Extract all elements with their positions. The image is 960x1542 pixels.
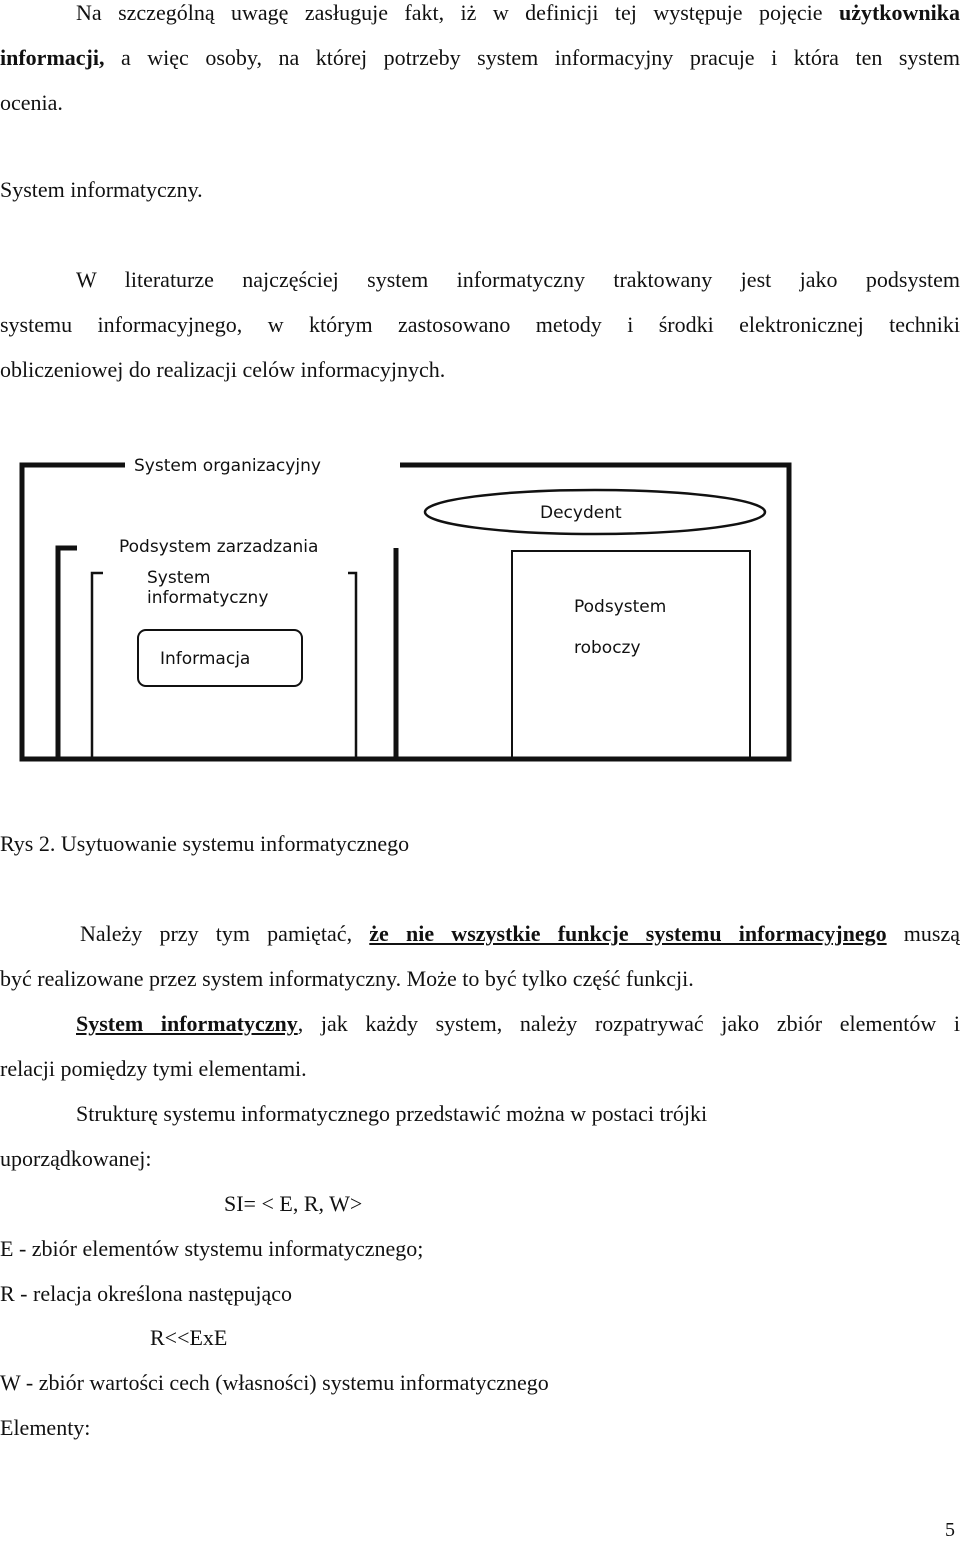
note-text-end: muszą xyxy=(886,921,960,946)
information-label: Informacja xyxy=(160,649,251,669)
intro-line-2 xyxy=(0,35,960,80)
formula-r: R<<ExE xyxy=(150,1325,228,1350)
definition-line-2: relacji pomiędzy tymi elementami. xyxy=(0,1056,307,1081)
intro-text-2: a więc osoby, na której potrzeby system informacyjny pracuje i która ten system xyxy=(104,45,960,70)
literature-line-2: systemu informacyjnego, w którym zastosowano metody i środki elektronicznej techniki xyxy=(0,312,960,337)
working-subsystem-label-line2: roboczy xyxy=(574,638,641,658)
it-system-label-line1: System xyxy=(147,568,211,588)
figure-caption: Rys 2. Usytuowanie systemu informatycznego xyxy=(0,831,410,856)
intro-bold-term: użytkownika xyxy=(838,0,960,25)
literature-line-1: W literaturze najczęściej system informatyczny traktowany jest jako podsystem xyxy=(76,267,960,292)
note-emphasis: że nie wszystkie funkcje systemu informacyjnego xyxy=(369,921,887,946)
outer-system-label: System organizacyjny xyxy=(134,456,321,476)
management-subsystem-label: Podsystem zarzadzania xyxy=(119,537,319,557)
intro-bold-term-cont: informacji, xyxy=(0,45,105,70)
section-heading: System informatyczny. xyxy=(0,177,203,202)
decision-maker-label: Decydent xyxy=(540,503,622,523)
definition-text: , jak każdy system, należy rozpatrywać jako zbiór elementów i xyxy=(297,1011,960,1036)
definition-w: W - zbiór wartości cech (własności) systemu informatycznego xyxy=(0,1370,549,1395)
note-line-2: być realizowane przez system informatyczny. Może to być tylko część funkcji. xyxy=(0,966,694,991)
intro-line-3: ocenia. xyxy=(0,90,63,115)
working-subsystem-label-line1: Podsystem xyxy=(574,597,667,617)
definition-r: R - relacja określona następująco xyxy=(0,1281,292,1306)
formula-si: SI= < E, R, W> xyxy=(224,1191,363,1216)
definition-term: System informatyczny xyxy=(76,1011,298,1036)
literature-line-3: obliczeniowej do realizacji celów informacyjnych. xyxy=(0,357,446,382)
definition-e: E - zbiór elementów stystemu informatycznego; xyxy=(0,1236,424,1261)
intro-line-1 xyxy=(0,0,960,35)
note-line-1 xyxy=(0,911,960,956)
structure-line-1: Strukturę systemu informatycznego przedstawić można w postaci trójki xyxy=(76,1101,708,1126)
system-placement-diagram xyxy=(0,440,960,780)
elements-label: Elementy: xyxy=(0,1415,91,1440)
definition-line-1 xyxy=(0,1001,960,1046)
structure-line-2: uporządkowanej: xyxy=(0,1146,152,1171)
it-system-label-line2: informatyczny xyxy=(147,588,269,608)
note-text: Należy przy tym pamiętać, xyxy=(80,921,370,946)
page-number: 5 xyxy=(945,1519,955,1541)
intro-text: Na szczególną uwagę zasługuje fakt, iż w definicji tej występuje pojęcie xyxy=(76,0,839,25)
